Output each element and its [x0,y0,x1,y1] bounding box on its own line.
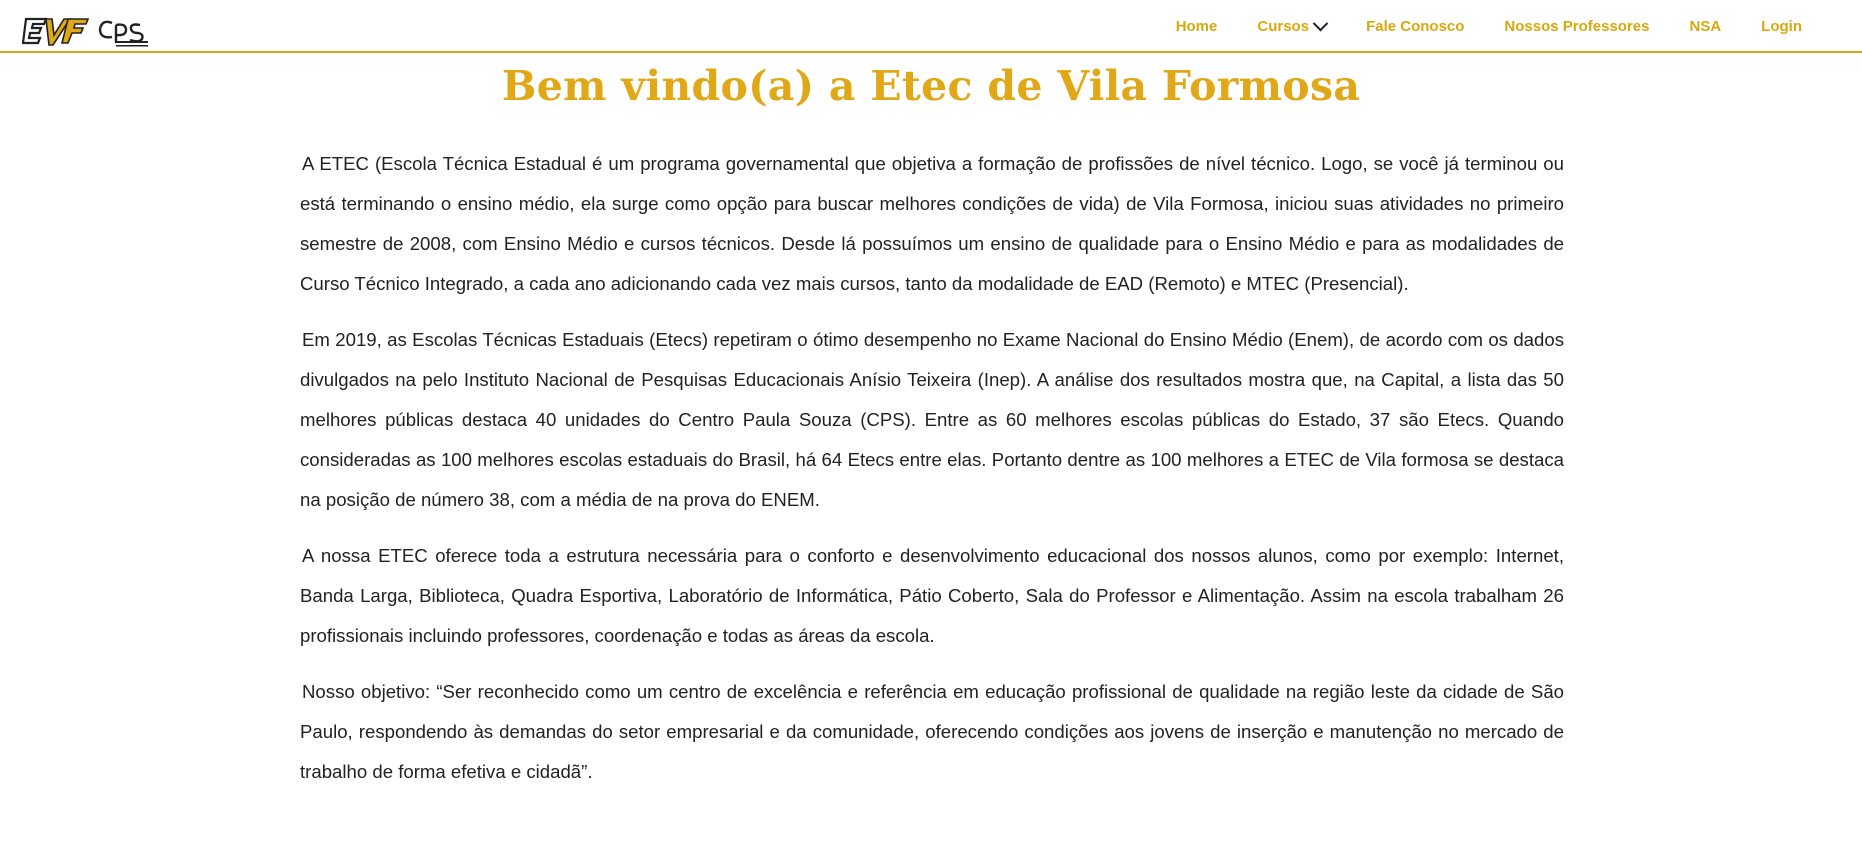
cps-logo-icon [96,13,152,49]
page-title: Bem vindo(a) a Etec de Vila Formosa [501,62,1361,110]
structure-paragraph: A nossa ETEC oferece toda a estrutura necessária para o conforto e desenvolvimento educacional dos nossos alunos, como por exemplo: Internet, Banda Larga, Biblioteca, Quadra Esportiva, Laboratório de Informática, Pátio Coberto, Sala do Professor e Alimentação. Assim na escola trabalham 26 profissionais incluindo professores, coordenação e todas as áreas da escola. [300,545,1564,646]
nav-fale-conosco-link[interactable]: Fale Conosco [1366,18,1465,35]
nav-nossos-professores-link[interactable]: Nossos Professores [1504,18,1650,35]
nav-nsa-link[interactable]: NSA [1689,18,1722,35]
nav-home-link[interactable]: Home [1175,18,1218,35]
intro-paragraph: A ETEC (Escola Técnica Estadual é um programa governamental que objetiva a formação de profissões de nível técnico. Logo, se você já terminou ou está terminando o ensino médio, ela surge como opção para buscar melhores condições de vida) de Vila Formosa, iniciou suas atividades no primeiro semestre de 2008, com Ensino Médio e cursos técnicos. Desde lá possuímos um ensino de qualidade para o Ensino Médio e para as modalidades de Curso Técnico Integrado, a cada ano adicionando cada vez mais cursos, tanto da modalidade de EAD (Remoto) e MTEC (Presencial). [300,153,1564,294]
objective-paragraph: Nosso objetivo: “Ser reconhecido como um centro de excelência e referência em educação profissional de qualidade na região leste da cidade de São Paulo, respondendo às demandas do setor empresarial e da comunidade, oferecendo condições aos jovens de inserção e manutenção no mercado de trabalho de forma efetiva e cidadã”. [300,681,1564,782]
chevron-down-icon [1313,16,1329,32]
main-content [300,144,1564,808]
evf-logo-icon [22,13,90,49]
nav-cursos-label: Cursos [1257,18,1310,35]
site-logo[interactable] [22,13,152,49]
enem-paragraph: Em 2019, as Escolas Técnicas Estaduais (Etecs) repetiram o ótimo desempenho no Exame Nacional do Ensino Médio (Enem), de acordo com os dados divulgados na pelo Instituto Nacional de Pesquisas Educacionais Anísio Teixeira (Inep). A análise dos resultados mostra que, na Capital, a lista das 50 melhores públicas destaca 40 unidades do Centro Paula Souza (CPS). Entre as 60 melhores escolas públicas do Estado, 37 são Etecs. Quando consideradas as 100 melhores escolas estaduais do Brasil, há 64 Etecs entre elas. Portanto dentre as 100 melhores a ETEC de Vila formosa se destaca na posição de número 38, com a média de na prova do ENEM. [300,329,1564,510]
main-nav [1136,0,1802,53]
navbar [0,0,1862,53]
nav-login-link[interactable]: Login [1761,18,1802,35]
nav-cursos-dropdown[interactable] [1257,18,1326,35]
